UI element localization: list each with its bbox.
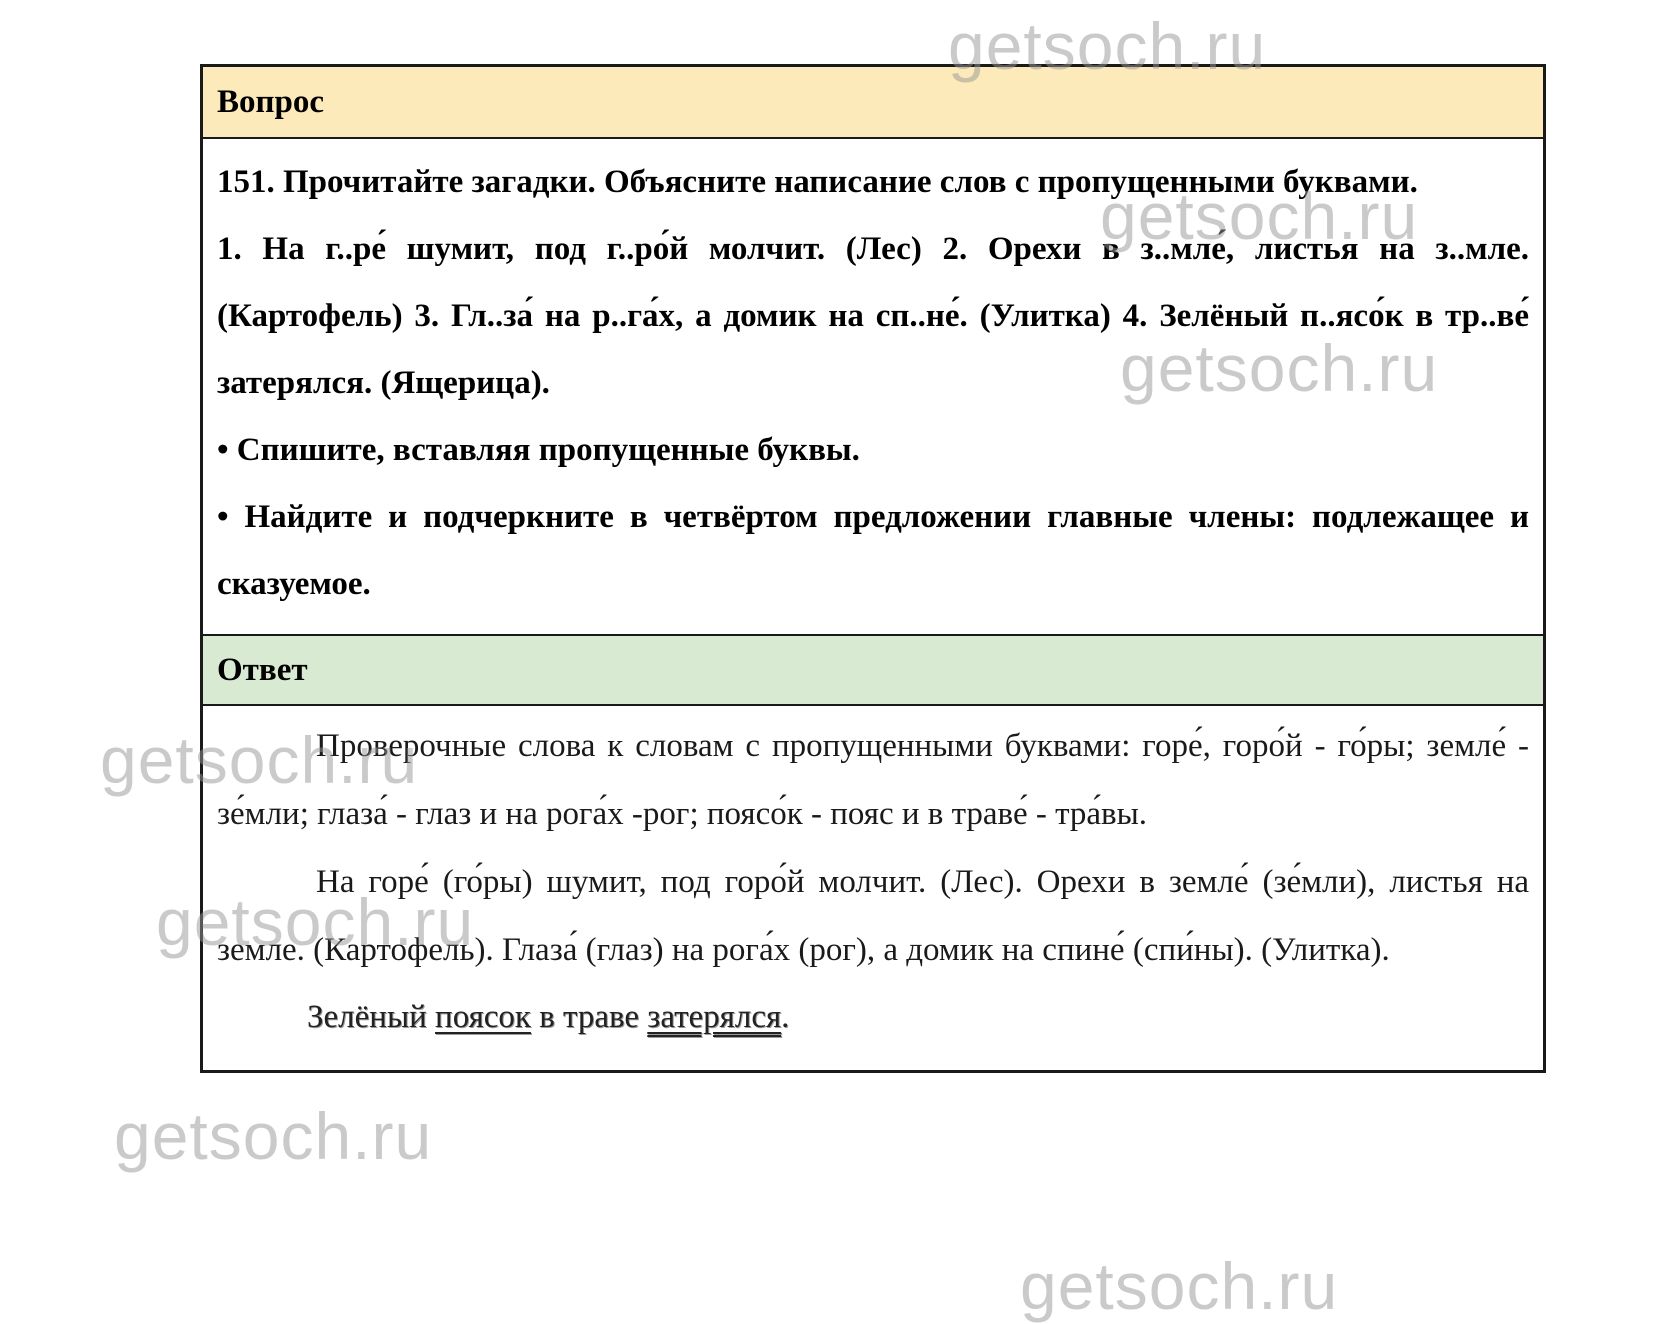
answer-body xyxy=(203,706,1543,1070)
sentence-end: . xyxy=(781,999,790,1035)
task-card xyxy=(200,64,1546,1073)
predicate-underlined: затерялся xyxy=(647,999,782,1035)
watermark: getsoch.ru xyxy=(1100,179,1419,253)
instruction-1: • Спишите, вставляя пропущенные буквы. xyxy=(217,432,860,468)
answer-header: Ответ xyxy=(203,634,1543,706)
parsed-sentence xyxy=(217,986,1529,1048)
watermark: getsoch.ru xyxy=(114,1099,433,1173)
watermark: getsoch.ru xyxy=(1120,331,1439,405)
watermark: getsoch.ru xyxy=(100,723,419,797)
question-header: Вопрос xyxy=(203,67,1543,139)
task-statement: 151. Прочитайте загадки. Объясните написание слов с пропущенными буквами. xyxy=(217,164,1418,200)
subject-underlined: поясок xyxy=(435,999,531,1035)
watermark: getsoch.ru xyxy=(156,885,475,959)
riddles-text: 1. На г..ре́ шумит, под г..ро́й молчит. (Лес) 2. Орехи в з..мле́, листья на з..мле. (Картофель) 3. Гл..за́ на р..га́х, а домик на сп..не́. (Улитка) 4. Зелёный п..ясо́к в тр..ве́ затерялся. (Ящерица). xyxy=(217,231,1529,401)
watermark: getsoch.ru xyxy=(948,9,1267,83)
check-words-paragraph: Проверочные слова к словам с пропущенными буквами: горе́, горо́й - го́ры; земле́ - зе́мли; глаза́ - глаз и на рога́х -рог; поясо́к - пояс и в траве́ - тра́вы. xyxy=(217,728,1529,832)
question-body xyxy=(203,139,1543,634)
sentence-middle: в траве xyxy=(539,999,640,1035)
sentence-word: Зелёный xyxy=(307,999,427,1035)
watermark: getsoch.ru xyxy=(1020,1249,1339,1323)
riddles-answer-paragraph: На горе́ (го́ры) шумит, под горо́й молчит. (Лес). Орехи в земле́ (зе́мли), листья на земле. (Картофель). Глаза́ (глаз) на рога́х (рог), а домик на спине́ (спи́ны). (Улитка). xyxy=(217,864,1529,968)
instruction-2: • Найдите и подчеркните в четвёртом предложении главные члены: подлежащее и сказуемое. xyxy=(217,499,1529,602)
